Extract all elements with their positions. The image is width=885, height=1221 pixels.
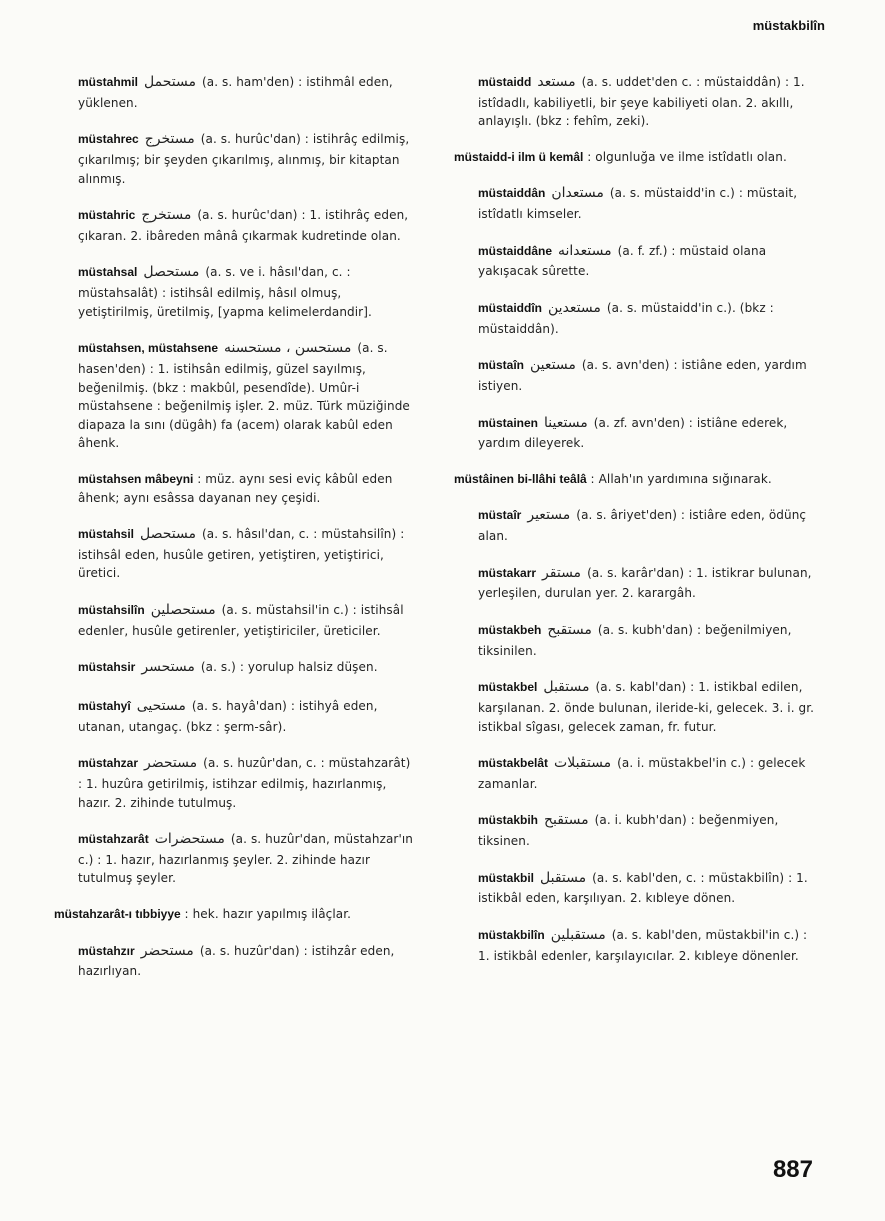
entry-definition: (a. s. müstaidd'in c.). (bkz : müstaiddân).	[478, 301, 774, 336]
right-column	[438, 72, 818, 982]
entry-headword: müstahzar	[78, 756, 139, 771]
dictionary-entry	[38, 753, 418, 812]
dictionary-entry	[38, 129, 418, 188]
entry-definition: (a. s. kubh'dan) : beğenilmiyen, tiksinilen.	[478, 623, 792, 658]
entry-arabic: مستحمل	[144, 74, 196, 90]
entry-arabic: مستحسر	[141, 659, 195, 676]
left-column	[38, 72, 418, 998]
dictionary-entry	[38, 657, 418, 679]
entry-headword: müstahmil	[78, 75, 139, 89]
entry-arabic: مستقر	[542, 564, 582, 581]
entry-definition: : olgunluğa ve ilme istîdatlı olan.	[587, 149, 787, 164]
dictionary-entry	[438, 810, 818, 850]
entry-definition: (a. s. hurûc'dan) : istihrâç edilmiş, çıkarılmış; bir şeyden çıkarılmış, alınmış, bir kitaptan alınmış.	[78, 132, 410, 186]
dictionary-subentry	[438, 470, 818, 489]
dictionary-subentry	[38, 905, 418, 924]
entry-definition: (a. s. avn'den) : istiâne eden, yardım istiyen.	[478, 358, 807, 393]
dictionary-entry	[438, 753, 818, 793]
entry-headword: müstahsilîn	[78, 603, 145, 618]
entry-arabic: مستحضر	[140, 942, 194, 959]
dictionary-entry	[438, 413, 818, 453]
entry-headword: müstahsen, müstahsene	[78, 341, 219, 356]
entry-definition: (a. s. kabl'dan) : 1. istikbal edilen, karşılanan. 2. önde bulunan, ileride-ki, gelecek. 3. i. gr. istikbal sîgası, gelecek zaman, fr. futur.	[478, 680, 815, 734]
dictionary-entry	[438, 183, 818, 223]
entry-arabic: مستعدان	[551, 185, 604, 202]
entry-headword: müstakbilîn	[478, 928, 545, 943]
entry-arabic: مستخرج	[141, 207, 192, 224]
dictionary-entry	[438, 298, 818, 338]
dictionary-entry	[38, 941, 418, 981]
entry-arabic: مستحصلين	[150, 602, 216, 619]
dictionary-entry	[438, 677, 818, 736]
entry-arabic: مستحضر	[144, 755, 198, 772]
entry-headword: müstakbel	[478, 680, 538, 695]
dictionary-subentry	[38, 470, 418, 507]
entry-definition: (a. zf. avn'den) : istiâne ederek, yardım dileyerek.	[478, 415, 788, 451]
entry-headword: müstâinen bi-llâhi teâlâ	[454, 471, 587, 486]
entry-definition: (a. s. hasen'den) : 1. istihsân edilmiş, güzel sayılmış, beğenilmiş. (bkz : makbûl, pesendîde). Umûr-i müstahsene : beğenilmiş işler. 2. müz. Türk müziğinde diapaza la sını (dügâh) fa (acem) olarak kabûl eden âhenk.	[78, 341, 410, 451]
entry-headword: müstakbil	[478, 870, 535, 885]
dictionary-entry	[438, 620, 818, 660]
dictionary-entry	[38, 696, 418, 736]
dictionary-entry	[438, 241, 818, 281]
entry-definition: (a. s. ham'den) : istihmâl eden, yüklenen.	[78, 75, 393, 110]
entry-arabic: مستقبلين	[550, 927, 606, 944]
entry-arabic: مستعين	[530, 357, 576, 374]
entry-arabic: مستقبلات	[554, 755, 612, 772]
entry-definition: (a. s. huzûr'dan, c. : müstahzarât) : 1. huzûra getirilmiş, istihzar edilmiş, hazırlanmış, hazır. 2. zihinde tutulmuş.	[78, 756, 411, 810]
entry-definition: (a. s. ve i. hâsıl'dan, c. : müstahsalât) : istihsâl edilmiş, hâsıl olmuş, yetiştirilmiş, üretilmiş, [yapma kelimelerdandir].	[78, 265, 372, 319]
dictionary-entry	[38, 338, 418, 453]
entry-headword: müstahsil	[78, 527, 135, 542]
entry-arabic: مستعد	[537, 74, 576, 90]
entry-definition: (a. s. müstaidd'in c.) : müstait, istîdatlı kimseler.	[478, 186, 798, 222]
entry-arabic: مستقبل	[543, 679, 590, 696]
entry-definition: (a. i. kubh'dan) : beğenmiyen, tiksinen.	[478, 813, 779, 849]
dictionary-entry	[38, 829, 418, 888]
entry-definition: (a. s. hayâ'dan) : istihyâ eden, utanan, utangaç. (bkz : şerm-sâr).	[78, 699, 378, 734]
entry-headword: müstahsen mâbeyni	[78, 471, 194, 486]
entry-definition: : müz. aynı sesi eviç kâbûl eden âhenk; aynı esâssa dayanan ney çeşidi.	[78, 471, 393, 505]
entry-arabic: مستحصل	[140, 526, 197, 543]
entry-definition: : Allah'ın yardımına sığınarak.	[590, 471, 772, 486]
entry-definition: (a. s. müstahsil'in c.) : istihsâl edenler, husûle getirenler, yetiştiriciler, üreticiler.	[78, 603, 404, 638]
entry-arabic: مستعدانه	[558, 242, 612, 259]
entry-arabic: مستحضرات	[154, 831, 225, 848]
entry-headword: müstahric	[78, 208, 136, 223]
entry-headword: müstahzır	[78, 943, 135, 958]
entry-definition: (a. s. uddet'den c. : müstaiddân) : 1. istîdadlı, kabiliyetli, bir şeye kabiliyeti olan. 2. akıllı, anlayışlı. (bkz : fehîm, zeki).	[478, 75, 805, 129]
entry-headword: müstaîr	[478, 508, 522, 523]
entry-headword: müstaîn	[478, 358, 525, 373]
dictionary-entry	[38, 262, 418, 321]
entry-definition: : hek. hazır yapılmış ilâçlar.	[184, 907, 352, 922]
entry-headword: müstahsal	[78, 265, 138, 280]
dictionary-entry	[438, 925, 818, 965]
entry-arabic: مستحسن ، مستحسنه	[224, 340, 352, 357]
entry-headword: müstahzarât-ı tıbbiyye	[54, 907, 181, 922]
entry-headword: müstaidd-i ilm ü kemâl	[454, 149, 584, 164]
entry-arabic: مستقبح	[544, 812, 589, 829]
entry-headword: müstaidd	[478, 75, 532, 89]
entry-arabic: مستحصل	[143, 264, 200, 281]
entry-headword: müstaiddîn	[478, 301, 543, 316]
entry-headword: müstaiddân	[478, 186, 546, 201]
dictionary-entry	[38, 524, 418, 583]
dictionary-entry	[38, 600, 418, 640]
entry-definition: (a. s. huzûr'dan) : istihzâr eden, hazırlıyan.	[78, 943, 395, 979]
entry-headword: müstainen	[478, 415, 539, 430]
entry-arabic: مستخرج	[144, 131, 195, 148]
dictionary-subentry	[438, 148, 818, 167]
dictionary-entry	[438, 505, 818, 545]
entry-definition: (a. s. karâr'dan) : 1. istikrar bulunan, yerleşilen, durulan yer. 2. karargâh.	[478, 565, 812, 601]
entry-definition: (a. s. huzûr'dan, müstahzar'ın c.) : 1. hazır, hazırlanmış şeyler. 2. zihinde hazır tutulmuş şeyler.	[78, 832, 414, 886]
dictionary-entry	[438, 563, 818, 603]
page-number: 887	[772, 1156, 813, 1183]
entry-definition: (a. f. zf.) : müstaid olana yakışacak sûrette.	[478, 243, 767, 279]
entry-headword: müstahyî	[78, 699, 131, 713]
dictionary-entry	[438, 355, 818, 395]
entry-definition: (a. s. hurûc'dan) : 1. istihrâç eden, çıkaran. 2. ibâreden mânâ çıkarmak kudretinde olan.	[78, 208, 409, 243]
entry-definition: (a. s. kabl'den, müstakbil'in c.) : 1. istikbâl edenler, karşılayıcılar. 2. kıbleye dönenler.	[478, 928, 808, 963]
entry-arabic: مستعير	[527, 507, 571, 524]
dictionary-entry	[38, 205, 418, 245]
entry-arabic: مستعدين	[548, 300, 601, 317]
entry-definition: (a. s. hâsıl'dan, c. : müstahsilîn) : istihsâl eden, husûle getiren, yetiştiren, yetiştirici, üretici.	[78, 527, 405, 581]
entry-headword: müstahrec	[78, 132, 139, 147]
entry-arabic: مستحيى	[136, 698, 186, 714]
entry-headword: müstahzarât	[78, 832, 149, 847]
dictionary-entry	[438, 868, 818, 908]
entry-headword: müstakbih	[478, 813, 539, 828]
dictionary-entry	[38, 72, 418, 112]
entry-headword: müstakarr	[478, 565, 537, 580]
entry-arabic: مستقبح	[547, 622, 592, 639]
entry-definition: (a. s.) : yorulup halsiz düşen.	[200, 660, 378, 675]
running-head: müstakbilîn	[752, 18, 825, 33]
entry-headword: müstakbeh	[478, 623, 542, 638]
entry-headword: müstaiddâne	[478, 243, 553, 258]
entry-headword: müstakbelât	[478, 756, 549, 771]
entry-definition: (a. i. müstakbel'in c.) : gelecek zamanlar.	[478, 756, 806, 791]
dictionary-entry	[438, 72, 818, 131]
entry-definition: (a. s. âriyet'den) : istiâre eden, ödünç alan.	[478, 508, 807, 544]
entry-headword: müstahsir	[78, 660, 136, 675]
entry-arabic: مستعينا	[544, 414, 588, 431]
entry-arabic: مستقبل	[540, 869, 587, 886]
entry-definition: (a. s. kabl'den, c. : müstakbilîn) : 1. istikbâl eden, karşılıyan. 2. kıbleye dönen.	[478, 870, 808, 906]
